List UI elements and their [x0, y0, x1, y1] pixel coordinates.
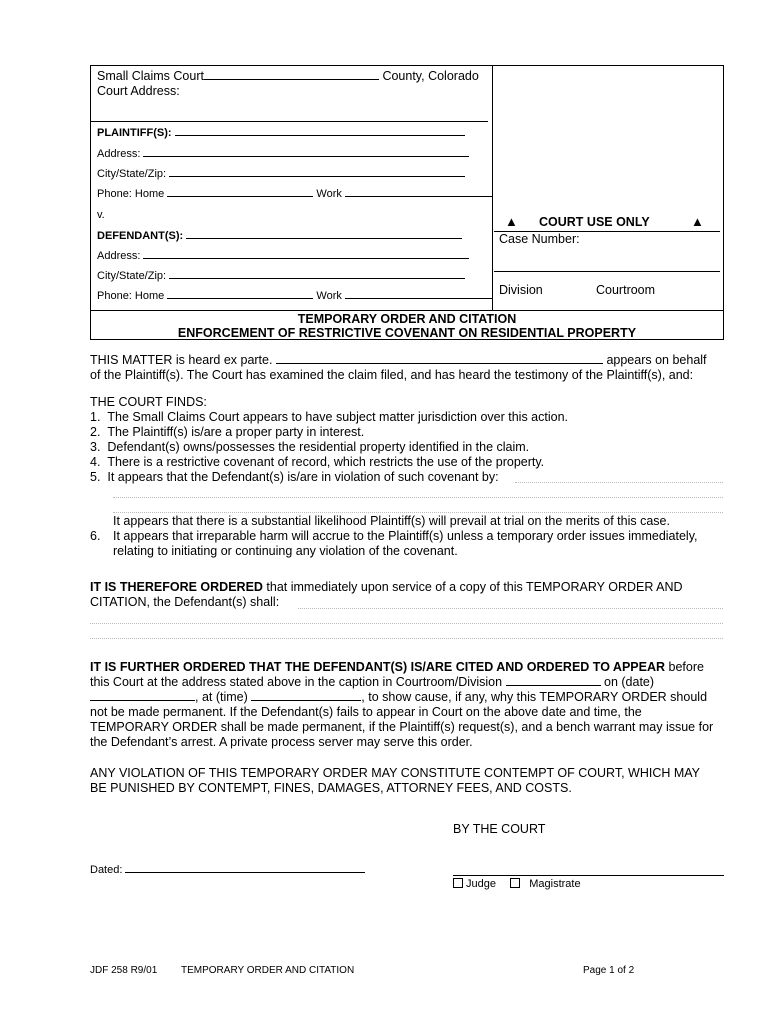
appearance-date-field[interactable]: [90, 700, 195, 701]
order-field-2[interactable]: [90, 623, 723, 624]
courtroom-division-field[interactable]: [506, 685, 601, 686]
footer-form-title: TEMPORARY ORDER AND CITATION: [181, 965, 355, 976]
defendant-address-field[interactable]: [143, 258, 469, 259]
courtroom-label: Courtroom: [596, 283, 656, 297]
plaintiff-field[interactable]: [175, 135, 465, 136]
defendant-field[interactable]: [186, 238, 462, 239]
signer-type-row: Judge Magistrate: [453, 878, 581, 890]
plaintiff-city-field[interactable]: [169, 176, 465, 177]
violation-field-1[interactable]: [515, 482, 723, 483]
defendant-home-phone-field[interactable]: [167, 298, 313, 299]
finding-6-num: 6.: [90, 529, 101, 543]
dated-field[interactable]: [125, 872, 365, 873]
plaintiff-address-field[interactable]: [143, 156, 469, 157]
versus-label: v.: [97, 209, 105, 221]
ordered-line-2: CITATION, the Defendant(s) shall:: [90, 595, 280, 609]
triangle-left-icon: ▲: [505, 214, 518, 229]
finding-6-line-1: It appears that irreparable harm will accrue to the Plaintiff(s) unless a temporary order issues immediately,: [113, 529, 698, 543]
matter-line-2: of the Plaintiff(s). The Court has examined the claim filed, and has heard the testimony of the Plaintiff(s), and:: [90, 368, 694, 382]
footer-form-id: JDF 258 R9/01: [90, 965, 158, 976]
caption-box: [90, 65, 724, 340]
finding-5: 5. It appears that the Defendant(s) is/are in violation of such covenant by:: [90, 470, 499, 484]
judge-checkbox[interactable]: [453, 878, 463, 888]
finding-4: 4. There is a restrictive covenant of record, which restricts the use of the property.: [90, 455, 545, 469]
likelihood-text: It appears that there is a substantial likelihood Plaintiff(s) will prevail at trial on the merits of this case.: [113, 514, 670, 528]
violation-warning-line-1: ANY VIOLATION OF THIS TEMPORARY ORDER MAY CONSTITUTE CONTEMPT OF COURT, WHICH MAY: [90, 766, 701, 780]
finding-2: 2. The Plaintiff(s) is/are a proper party in interest.: [90, 425, 365, 439]
further-line-2: this Court at the address stated above in the caption in Courtroom/Division on (date): [90, 675, 655, 689]
finding-1: 1. The Small Claims Court appears to have subject matter jurisdiction over this action.: [90, 410, 569, 424]
defendant-city-row: City/State/Zip:: [97, 270, 465, 282]
case-number-label: Case Number:: [499, 232, 580, 246]
division-label: Division: [499, 283, 543, 297]
court-use-only-label: COURT USE ONLY: [539, 215, 650, 229]
caption-bottom-divider: [91, 310, 723, 311]
defendant-row: DEFENDANT(S):: [97, 230, 462, 242]
violation-field-3[interactable]: [113, 512, 723, 513]
court-line: Small Claims Court County, Colorado: [97, 69, 479, 83]
document-title: TEMPORARY ORDER AND CITATION ENFORCEMENT OF RESTRICTIVE COVENANT ON RESIDENTIAL PROPERTY: [177, 312, 637, 340]
plaintiff-row: PLAINTIFF(S):: [97, 127, 465, 139]
county-field[interactable]: [204, 79, 379, 80]
defendant-city-field[interactable]: [169, 278, 465, 279]
plaintiff-address-row: Address:: [97, 148, 469, 160]
triangle-right-icon: ▲: [691, 214, 704, 229]
appearance-time-field[interactable]: [251, 700, 361, 701]
violation-field-2[interactable]: [113, 497, 723, 498]
further-line-6: the Defendant’s arrest. A private process server may serve this order.: [90, 735, 473, 749]
by-the-court-label: BY THE COURT: [453, 822, 546, 836]
defendant-phone-row: Phone: Home Work: [97, 290, 493, 302]
further-line-1: IT IS FURTHER ORDERED THAT THE DEFENDANT(S) IS/ARE CITED AND ORDERED TO APPEAR before: [90, 660, 704, 674]
further-line-4: not be made permanent. If the Defendant(s) fails to appear in Court on the above date and time, the: [90, 705, 642, 719]
violation-warning-line-2: BE PUNISHED BY CONTEMPT, FINES, DAMAGES, ATTORNEY FEES, AND COSTS.: [90, 781, 572, 795]
ordered-line-1: IT IS THEREFORE ORDERED that immediately upon service of a copy of this TEMPORARY ORDER AND: [90, 580, 683, 594]
further-line-3: , at (time) , to show cause, if any, why this TEMPORARY ORDER should: [90, 690, 724, 705]
finding-6-line-2: relating to initiating or continuing any violation of the covenant.: [113, 544, 458, 558]
findings-heading: THE COURT FINDS:: [90, 395, 207, 409]
dated-row: Dated:: [90, 864, 365, 876]
caption-rule: [91, 121, 488, 122]
signature-line[interactable]: [453, 875, 724, 876]
order-field-3[interactable]: [90, 638, 723, 639]
case-number-rule: [494, 271, 720, 272]
further-line-5: TEMPORARY ORDER shall be made permanent, if the Plaintiff(s) request(s), and a bench warrant may issue for: [90, 720, 714, 734]
defendant-work-phone-field[interactable]: [345, 298, 493, 299]
defendant-address-row: Address:: [97, 250, 469, 262]
plaintiff-work-phone-field[interactable]: [345, 196, 493, 197]
plaintiff-home-phone-field[interactable]: [167, 196, 313, 197]
appearing-party-field[interactable]: [276, 363, 603, 364]
matter-line: THIS MATTER is heard ex parte. appears on behalf: [90, 353, 707, 367]
finding-3: 3. Defendant(s) owns/possesses the residential property identified in the claim.: [90, 440, 530, 454]
plaintiff-phone-row: Phone: Home Work: [97, 188, 493, 200]
magistrate-checkbox[interactable]: [510, 878, 520, 888]
footer-page-number: Page 1 of 2: [583, 965, 635, 976]
order-field-1[interactable]: [298, 608, 723, 609]
plaintiff-city-row: City/State/Zip:: [97, 168, 465, 180]
court-address-label: Court Address:: [97, 84, 180, 98]
